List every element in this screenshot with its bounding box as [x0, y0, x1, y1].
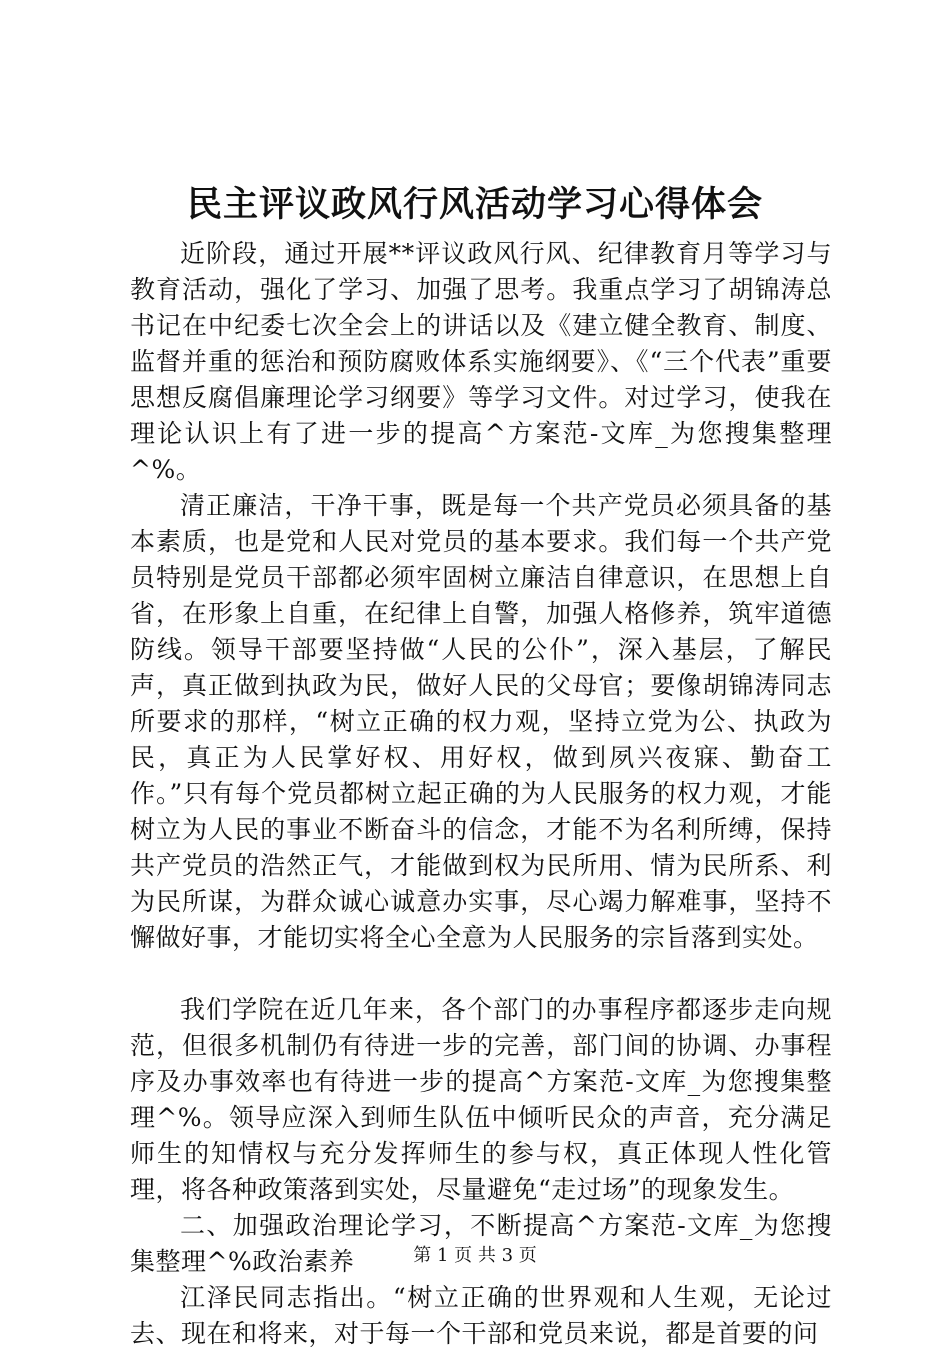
- document-body: [130, 236, 832, 1352]
- section-heading-2: 二、加强政治理论学习，不断提高^方案范-文库_为您搜集整理^%政治素养: [130, 1211, 832, 1276]
- page-footer: 第 1 页 共 3 页: [413, 1245, 537, 1266]
- paragraph-4: 江泽民同志指出。“树立正确的世界观和人生观，无论过去、现在和将来，对于每一个干部和党员来说，都是首要的问: [130, 1283, 832, 1348]
- document-title: 民主评议政风行风活动学习心得体会: [186, 184, 763, 225]
- paragraph-1: 近阶段，通过开展**评议政风行风、纪律教育月等学习与教育活动，强化了学习、加强了思考。我重点学习了胡锦涛总书记在中纪委七次全会上的讲话以及《建立健全教育、制度、监督并重的惩治和预防腐败体系实施纲要》、《“三个代表”重要思想反腐倡廉理论学习纲要》等学习文件。对过学习，使我在理论认识上有了进一步的提高^方案范-文库_为您搜集整理^%。: [130, 239, 832, 484]
- paragraph-2: 清正廉洁，干净干事，既是每一个共产党员必须具备的基本素质，也是党和人民对党员的基本要求。我们每一个共产党员特别是党员干部都必须牢固树立廉洁自律意识，在思想上自省，在形象上自重，在纪律上自警，加强人格修养，筑牢道德防线。领导干部要坚持做“人民的公仆”，深入基层，了解民声，真正做到执政为民，做好人民的父母官；要像胡锦涛同志所要求的那样，“树立正确的权力观，坚持立党为公、执政为民，真正为人民掌好权、用好权，做到夙兴夜寐、勤奋工作。”只有每个党员都树立起正确的为人民服务的权力观，才能树立为人民的事业不断奋斗的信念，才能不为名利所缚，保持共产党员的浩然正气，才能做到权为民所用、情为民所系、利为民所谋，为群众诚心诚意办实事，尽心竭力解难事，坚持不懈做好事，才能切实将全心全意为人民服务的宗旨落到实处。: [130, 491, 832, 952]
- paragraph-3: 我们学院在近几年来，各个部门的办事程序都逐步走向规范，但很多机制仍有待进一步的完善，部门间的协调、办事程序及办事效率也有待进一步的提高^方案范-文库_为您搜集整理^%。领导应深入到师生队伍中倾听民众的声音，充分满足师生的知情权与充分发挥师生的参与权，真正体现人性化管理，将各种政策落到实处，尽量避免“走过场”的现象发生。: [130, 995, 832, 1204]
